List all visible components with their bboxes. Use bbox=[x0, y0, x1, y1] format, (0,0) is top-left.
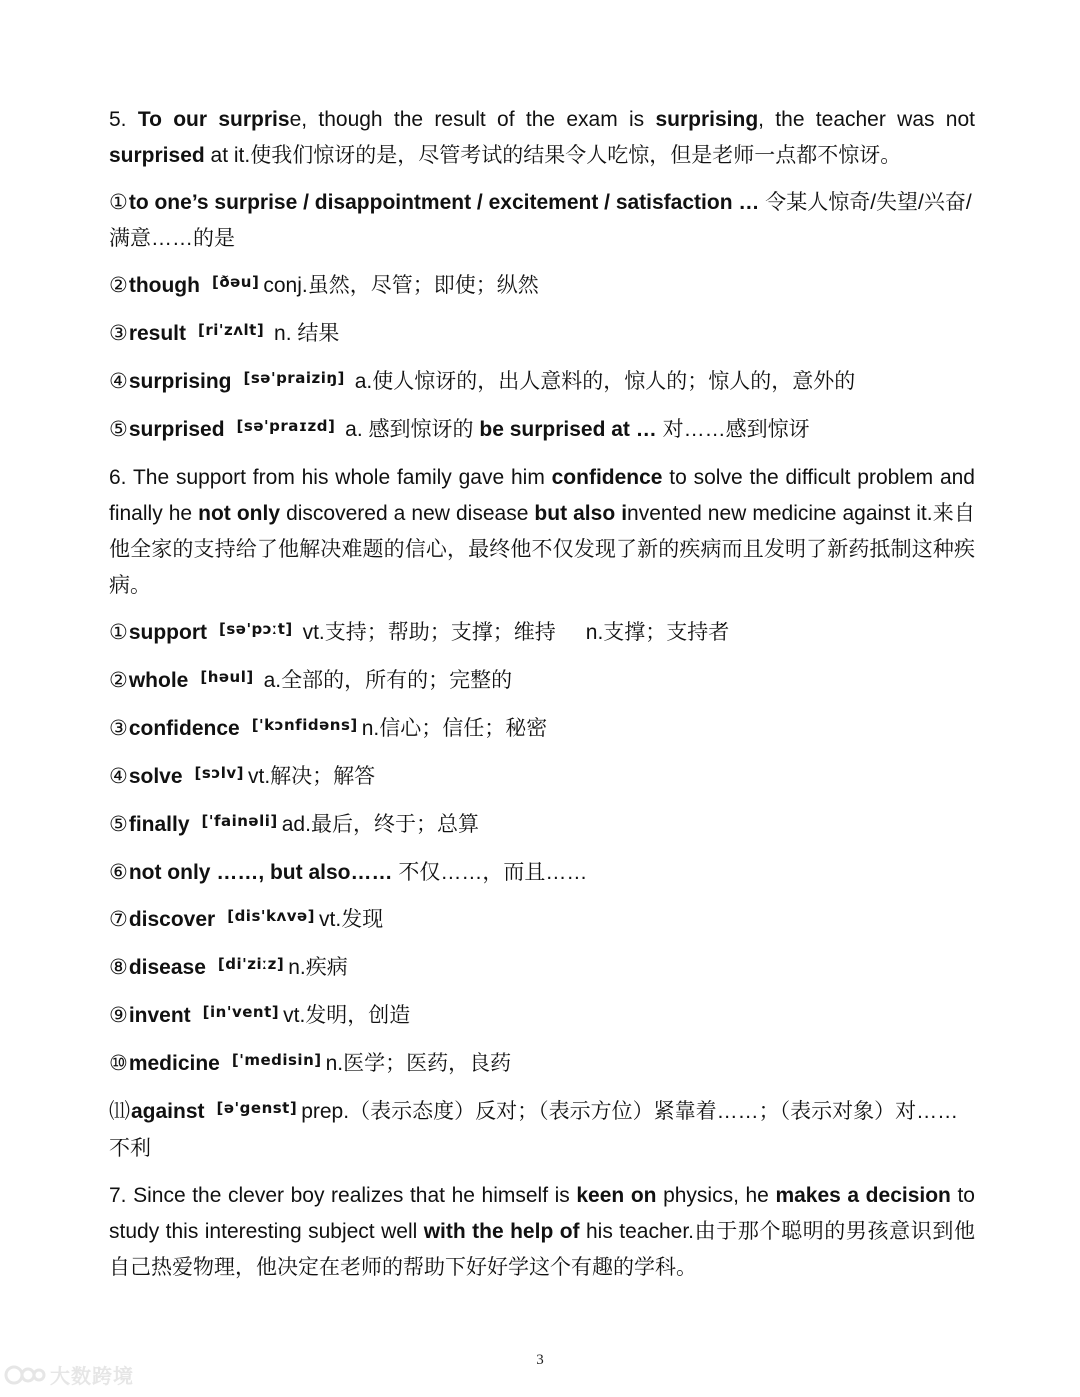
entry-word: surprised bbox=[128, 418, 225, 441]
vocab-entry bbox=[109, 950, 975, 987]
phonetic: [sə'praiziŋ] bbox=[243, 369, 345, 387]
page-content bbox=[109, 102, 975, 1297]
vocab-entry bbox=[109, 902, 975, 939]
entry-word: disease bbox=[128, 956, 206, 979]
entry-definition: vt.支持；帮助；支撑；维持 bbox=[296, 621, 556, 644]
phonetic: ['medisin] bbox=[231, 1051, 322, 1069]
entry-definition: a.全部的，所有的；完整的 bbox=[257, 669, 513, 692]
entry-definition: a.使人惊讶的，出人意料的，惊人的；惊人的，意外的 bbox=[348, 370, 856, 393]
bold-phrase: keen on bbox=[576, 1184, 657, 1207]
vocab-entry bbox=[109, 663, 975, 700]
entry-number: ⑧ bbox=[109, 956, 128, 979]
vocab-entry bbox=[109, 711, 975, 748]
entry-number: ⑾ bbox=[109, 1100, 130, 1123]
entry-word: support bbox=[128, 621, 207, 644]
phonetic: [ə'genst] bbox=[216, 1099, 298, 1117]
entry-number: ② bbox=[109, 274, 128, 297]
entry-number: ⑩ bbox=[109, 1052, 128, 1075]
phonetic: ['kɔnfidəns] bbox=[251, 716, 358, 734]
phonetic: ['fainəli] bbox=[201, 812, 278, 830]
entry-definition: 令某人惊奇/失望/兴奋/满意……的是 bbox=[109, 191, 972, 250]
sentence-text: to solve the difficult problem and finally he bbox=[109, 466, 975, 525]
sentence-number: 5. bbox=[109, 108, 138, 131]
sentence-text: physics, he bbox=[656, 1184, 776, 1207]
entry-word: confidence bbox=[128, 717, 240, 740]
vocab-entry bbox=[109, 759, 975, 796]
entry-definition: conj.虽然，尽管；即使；纵然 bbox=[263, 274, 539, 297]
entry-number: ⑥ bbox=[109, 861, 128, 884]
entry-definition: vt.发明，创造 bbox=[283, 1004, 411, 1027]
entry-word: invent bbox=[128, 1004, 191, 1027]
vocab-entry bbox=[109, 364, 975, 401]
entry-number: ⑨ bbox=[109, 1004, 128, 1027]
entry-definition: 不仅……，而且…… bbox=[392, 861, 588, 884]
phonetic: [di'ziːz] bbox=[217, 955, 285, 973]
entry-definition: a. 感到惊讶的 bbox=[339, 418, 480, 441]
sentence-5 bbox=[109, 102, 975, 174]
entry-word: finally bbox=[128, 813, 190, 836]
phonetic: [sə'praɪzd] bbox=[236, 417, 336, 435]
bold-phrase: surprised bbox=[109, 144, 205, 167]
watermark-text: 大数跨境 bbox=[50, 1364, 134, 1388]
sentence-text: at it.使我们惊讶的是，尽管考试的结果令人吃惊，但是老师一点都不惊讶。 bbox=[204, 144, 902, 167]
entry-word: surprising bbox=[128, 370, 232, 393]
vocab-entry bbox=[109, 1046, 975, 1083]
bold-phrase: not only bbox=[198, 502, 281, 525]
entry-number: ① bbox=[109, 191, 128, 214]
watermark-logo-icon bbox=[4, 1363, 46, 1387]
entry-word: whole bbox=[128, 669, 189, 692]
vocab-entry bbox=[109, 1094, 975, 1167]
phonetic: [ri'zʌlt] bbox=[198, 321, 265, 339]
sentence-text: , the teacher was not bbox=[758, 108, 975, 131]
entry-word: against bbox=[131, 1100, 205, 1123]
entry-number: ③ bbox=[109, 322, 128, 345]
entry-word: to one’s surprise / disappointment / excitement / satisfaction … bbox=[128, 191, 760, 214]
phonetic: [sə'pɔːt] bbox=[218, 620, 293, 638]
entry-number: ④ bbox=[109, 765, 128, 788]
phonetic: [ðəu] bbox=[211, 273, 260, 291]
entry-word: medicine bbox=[128, 1052, 220, 1075]
phonetic: [in'vent] bbox=[202, 1003, 280, 1021]
entry-definition: 对……感到惊讶 bbox=[656, 418, 810, 441]
vocab-entry bbox=[109, 855, 975, 891]
vocab-entry bbox=[109, 185, 975, 257]
entry-definition: ad.最后，终于；总算 bbox=[281, 813, 479, 836]
entry-number: ⑤ bbox=[109, 813, 128, 836]
sentence-text: nvented new medicine against it.来自他全家的支持给了他解决难题的信心，最终他不仅发现了新的疾病而且发明了新药抵制这种疾病。 bbox=[109, 502, 976, 597]
sentence-text: to study this interesting subject well bbox=[109, 1184, 975, 1243]
page-number: 3 bbox=[536, 1352, 544, 1368]
entry-number: ② bbox=[109, 669, 128, 692]
bold-phrase: but also i bbox=[534, 502, 628, 525]
bold-phrase: makes a decision bbox=[775, 1184, 951, 1207]
sentence-text: 6. The support from his whole family gave him bbox=[109, 466, 552, 489]
watermark bbox=[4, 1360, 134, 1389]
vocab-entry bbox=[109, 998, 975, 1035]
phonetic: [sɔlv] bbox=[194, 764, 244, 782]
entry-word: solve bbox=[128, 765, 183, 788]
vocab-entry bbox=[109, 316, 975, 353]
entry-definition: n.信心；信任；秘密 bbox=[361, 717, 548, 740]
entry-phrase: be surprised at … bbox=[479, 418, 657, 441]
phonetic: [həul] bbox=[200, 668, 254, 686]
entry-definition: n. 结果 bbox=[268, 322, 340, 345]
vocab-entry bbox=[109, 412, 975, 449]
entry-word: not only ……, but also…… bbox=[128, 861, 393, 884]
entry-number: ③ bbox=[109, 717, 128, 740]
entry-word: discover bbox=[128, 908, 216, 931]
entry-number: ① bbox=[109, 621, 128, 644]
sentence-7 bbox=[109, 1178, 975, 1286]
sentence-6 bbox=[109, 460, 975, 604]
entry-number: ④ bbox=[109, 370, 128, 393]
bold-phrase: surprising bbox=[655, 108, 759, 131]
bold-phrase: confidence bbox=[551, 466, 663, 489]
sentence-text: e, though the result of the exam is bbox=[289, 108, 656, 131]
entry-definition: n.疾病 bbox=[288, 956, 348, 979]
entry-definition: vt.解决；解答 bbox=[247, 765, 376, 788]
vocab-entry bbox=[109, 268, 975, 305]
entry-number: ⑦ bbox=[109, 908, 128, 931]
entry-definition: prep.（表示态度）反对；（表示方位）紧靠着……；（表示对象）对……不利 bbox=[109, 1100, 959, 1160]
bold-phrase: with the help of bbox=[423, 1220, 580, 1243]
sentence-text: 7. Since the clever boy realizes that he himself is bbox=[109, 1184, 577, 1207]
vocab-entry bbox=[109, 615, 975, 652]
entry-definition: n.支撑；支持者 bbox=[585, 621, 730, 644]
entry-number: ⑤ bbox=[109, 418, 128, 441]
sentence-text: discovered a new disease bbox=[280, 502, 535, 525]
entry-definition: vt.发现 bbox=[319, 908, 384, 931]
vocab-entry bbox=[109, 807, 975, 844]
sentence-text: his teacher.由于那个聪明的男孩意识到他自己热爱物理，他决定在老师的帮助下好好学这个有趣的学科。 bbox=[109, 1220, 975, 1279]
entry-definition: n.医学；医药，良药 bbox=[325, 1052, 512, 1075]
phonetic: [dis'kʌvə] bbox=[227, 907, 316, 925]
bold-phrase: To our surpris bbox=[137, 108, 290, 131]
entry-word: result bbox=[128, 322, 187, 345]
entry-word: though bbox=[128, 274, 200, 297]
